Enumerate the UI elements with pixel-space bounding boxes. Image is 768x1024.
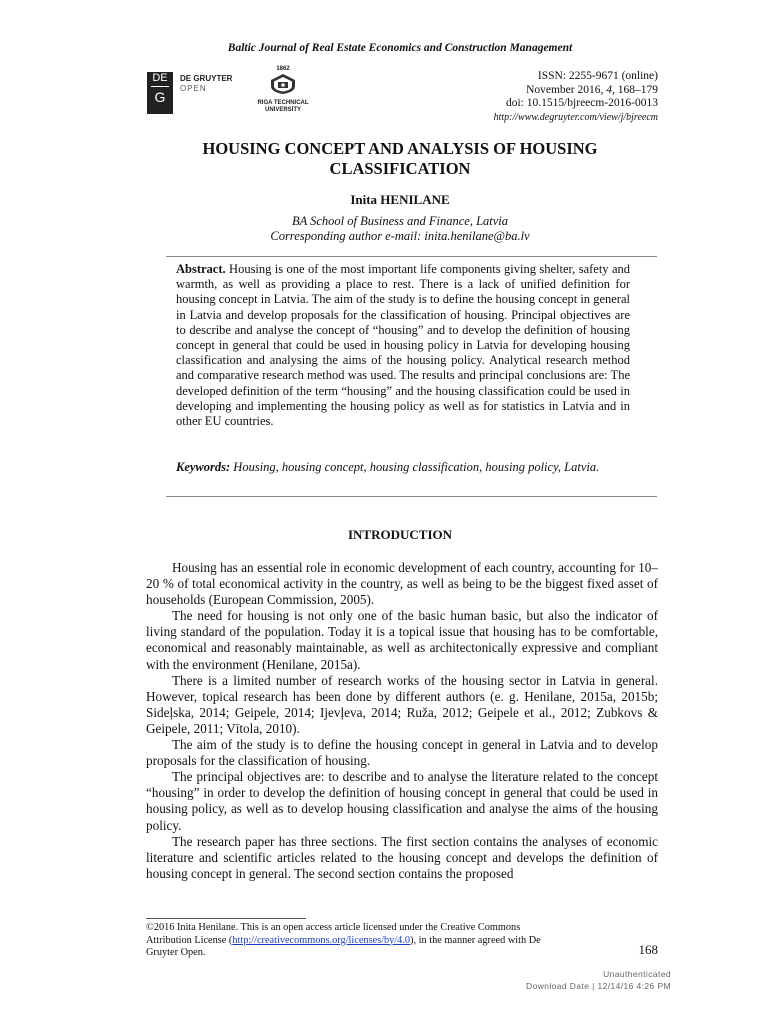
keywords-text: Housing, housing concept, housing classification, housing policy, Latvia. [230,460,600,474]
paragraph: There is a limited number of research works of the housing sector in Latvia in general. However, topical research has been done by different authors (e. g. Henilane, 2015a, 2015b; Sideļska, 2014; Geipele, 2014; Ijevļeva, 2014; Ruža, 2012; Geipele et al., 2012; Zubkovs & Geipele, 2011; Vītola, 2010). [146,672,658,736]
paragraph: The principal objectives are: to describe and to analyse the literature related to the concept “housing” in order to develop the definition of housing concept in general that could be used in housing policy, as well as to develop housing classification and analyse the aims of the housing policy. [146,769,658,833]
license-footnote [146,922,566,960]
page-number: 168 [638,942,658,957]
publisher-subname: OPEN [180,84,207,93]
publication-meta [494,70,658,124]
journal-title: Baltic Journal of Real Estate Economics and Construction Management [227,42,573,54]
keywords [176,460,630,476]
university-crest-icon [268,73,298,95]
abstract-bottom-rule [166,496,657,497]
paper-title: HOUSING CONCEPT AND ANALYSIS OF HOUSING CLASSIFICATION [202,139,598,178]
introduction-body [146,560,658,882]
auth-status: Unauthenticated [603,969,671,979]
abstract-label: Abstract. [176,262,226,276]
logo-letters-bottom: G [154,89,166,105]
issue-info [494,84,658,98]
license-text-end: ), in the manner agreed with De Gruyter Open. [146,934,541,958]
rtu-logo [248,66,318,118]
affiliation-line: BA School of Business and Finance, Latvia [291,214,509,228]
de-gruyter-logo [147,72,173,114]
paragraph: The need for housing is not only one of the basic human basic, but also the indicator of living standard of the population. Today it is a topical issue that housing has to be comfortable, economical and reasonably maintainable, as well as architectonically expressive and compliant with the environment (Henilane, 2015a). [146,608,658,672]
de-gruyter-wordmark [180,74,232,94]
logo-letters-top: DE [152,72,168,84]
rtu-year: 1862 [276,66,290,72]
abstract [176,262,630,429]
rtu-name-1: RIGA TECHNICAL [257,100,309,106]
section-heading: INTRODUCTION [347,527,452,542]
paragraph: The aim of the study is to define the housing concept in general in Latvia and to develop proposals for the classification of housing. [146,737,658,769]
keywords-label: Keywords: [176,460,231,474]
abstract-top-rule [166,256,657,257]
author-affiliation [0,214,768,244]
paragraph: The research paper has three sections. The first section contains the analyses of economic literature and scientific articles related to the housing concept and develops the definition of housing concept in general. The second section contains the proposed [146,833,658,881]
issue-volume: 4 [606,83,612,96]
abstract-text: Housing is one of the most important life components giving shelter, safety and warmth, as well as providing a place to rest. There is a lack of unified definition for housing concept in Latvia. The aim of the study is to define the housing concept in general in Latvia and develop proposals for the classification of housing. Principal objectives are to describe and analyse the concept of “housing” and to develop the definition of housing concept in general that could be used in housing policy in Latvia for developing housing classification and analysing the aims of the housing policy. Analytical research method and comparative research method was used. The results and principal conclusions are: The developed definition of the term “housing” and the housing classification could be used in developing and implementing the housing policy as well as for statistics in Latvia and in other EU countries. [176,262,630,429]
publisher-name: DE GRUYTER [180,74,233,83]
paragraph: Housing has an essential role in economic development of each country, accounting for 10–20 % of total economical activity in the country, as well as being to be the biggest fixed asset of households (European Commission, 2005). [146,560,658,608]
doi: doi: 10.1515/bjreecm-2016-0013 [505,97,658,109]
license-text: ©2016 Inita Henilane. This is an open access article licensed under the Creative Commons Attribution License ( [146,922,521,946]
license-link[interactable]: http://creativecommons.org/licenses/by/4.0 [232,934,411,946]
author-name: Inita HENILANE [350,192,450,207]
corresponding-email: Corresponding author e-mail: inita.henilane@ba.lv [270,229,530,243]
issue-date: November 2016, [526,83,607,96]
journal-url[interactable]: http://www.degruyter.com/view/j/bjreecm [493,111,658,123]
issue-pages: , 168–179 [612,83,658,96]
issn: ISSN: 2255-9671 (online) [537,70,658,82]
footnote-rule [146,918,306,919]
rtu-name-2: UNIVERSITY [264,107,301,113]
download-date: Download Date | 12/14/16 4:26 PM [526,981,671,991]
download-stamp [526,968,671,992]
